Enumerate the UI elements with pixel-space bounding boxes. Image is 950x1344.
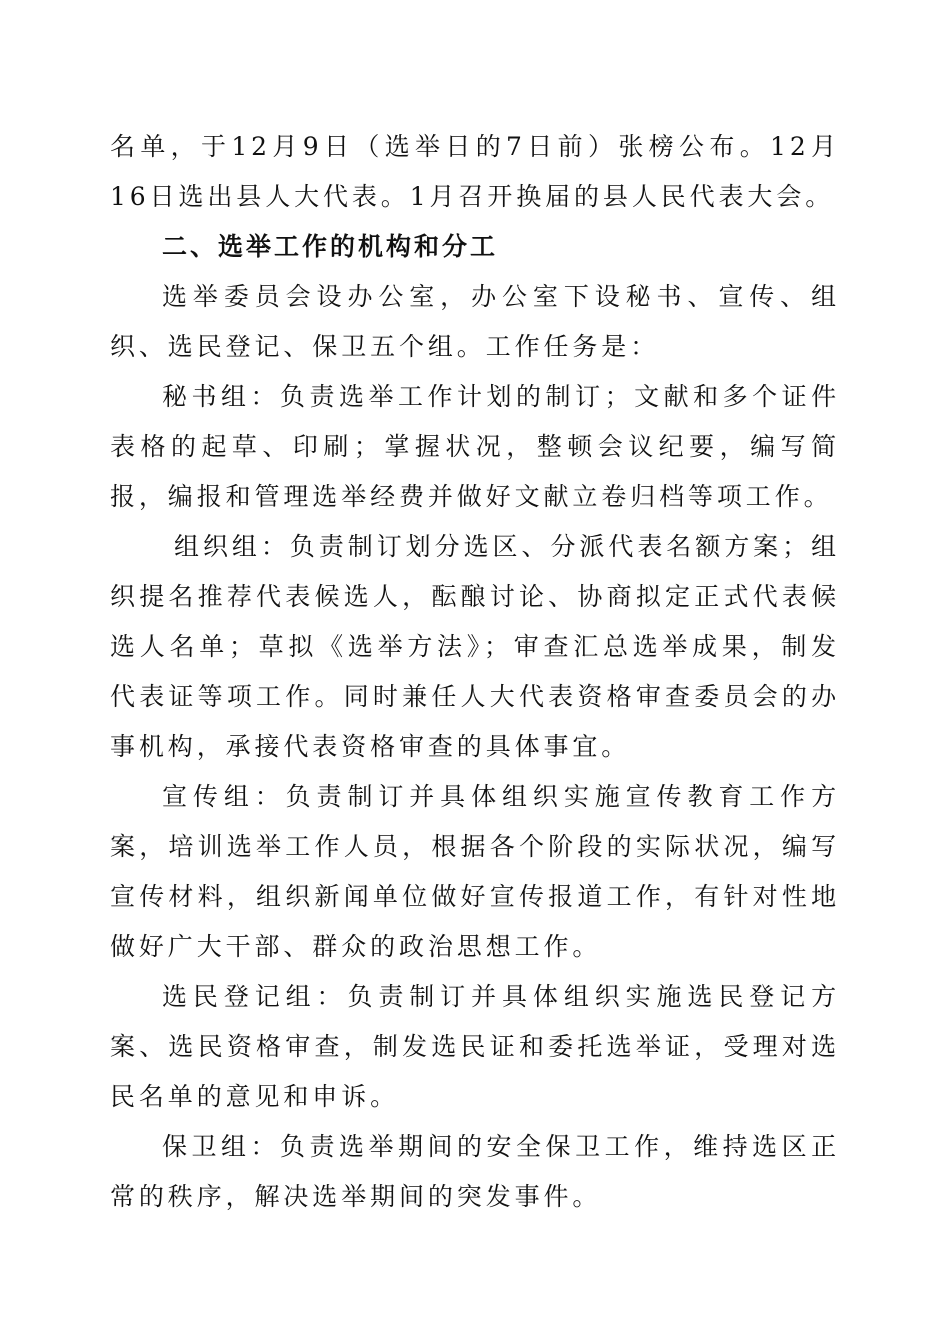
- paragraph-security-group: 保卫组：负责选举期间的安全保卫工作，维持选区正常的秩序，解决选举期间的突发事件。: [110, 1132, 840, 1211]
- document-body: [110, 122, 840, 1222]
- paragraph-continuation: 名单，于12月9日（选举日的7日前）张榜公布。12月16日选出县人大代表。1月召开换届的县人民代表大会。: [110, 132, 840, 211]
- paragraph-office-intro: 选举委员会设办公室，办公室下设秘书、宣传、组织、选民登记、保卫五个组。工作任务是：: [110, 282, 840, 361]
- paragraph-organization-group: 组织组：负责制订划分选区、分派代表名额方案；组织提名推荐代表候选人，酝酿讨论、协商拟定正式代表候选人名单；草拟《选举方法》；审查汇总选举成果，制发代表证等项工作。同时兼任人大代表资格审查委员会的办事机构，承接代表资格审查的具体事宜。: [110, 532, 840, 761]
- paragraph-publicity-group: 宣传组：负责制订并具体组织实施宣传教育工作方案，培训选举工作人员，根据各个阶段的实际状况，编写宣传材料，组织新闻单位做好宣传报道工作，有针对性地做好广大干部、群众的政治思想工作。: [110, 782, 840, 961]
- paragraph-secretary-group: 秘书组：负责选举工作计划的制订；文献和多个证件表格的起草、印刷；掌握状况，整顿会议纪要，编写简报，编报和管理选举经费并做好文献立卷归档等项工作。: [110, 382, 840, 511]
- paragraph-voter-registration-group: 选民登记组：负责制订并具体组织实施选民登记方案、选民资格审查，制发选民证和委托选举证，受理对选民名单的意见和申诉。: [110, 982, 840, 1111]
- section-heading: 二、选举工作的机构和分工: [162, 232, 499, 261]
